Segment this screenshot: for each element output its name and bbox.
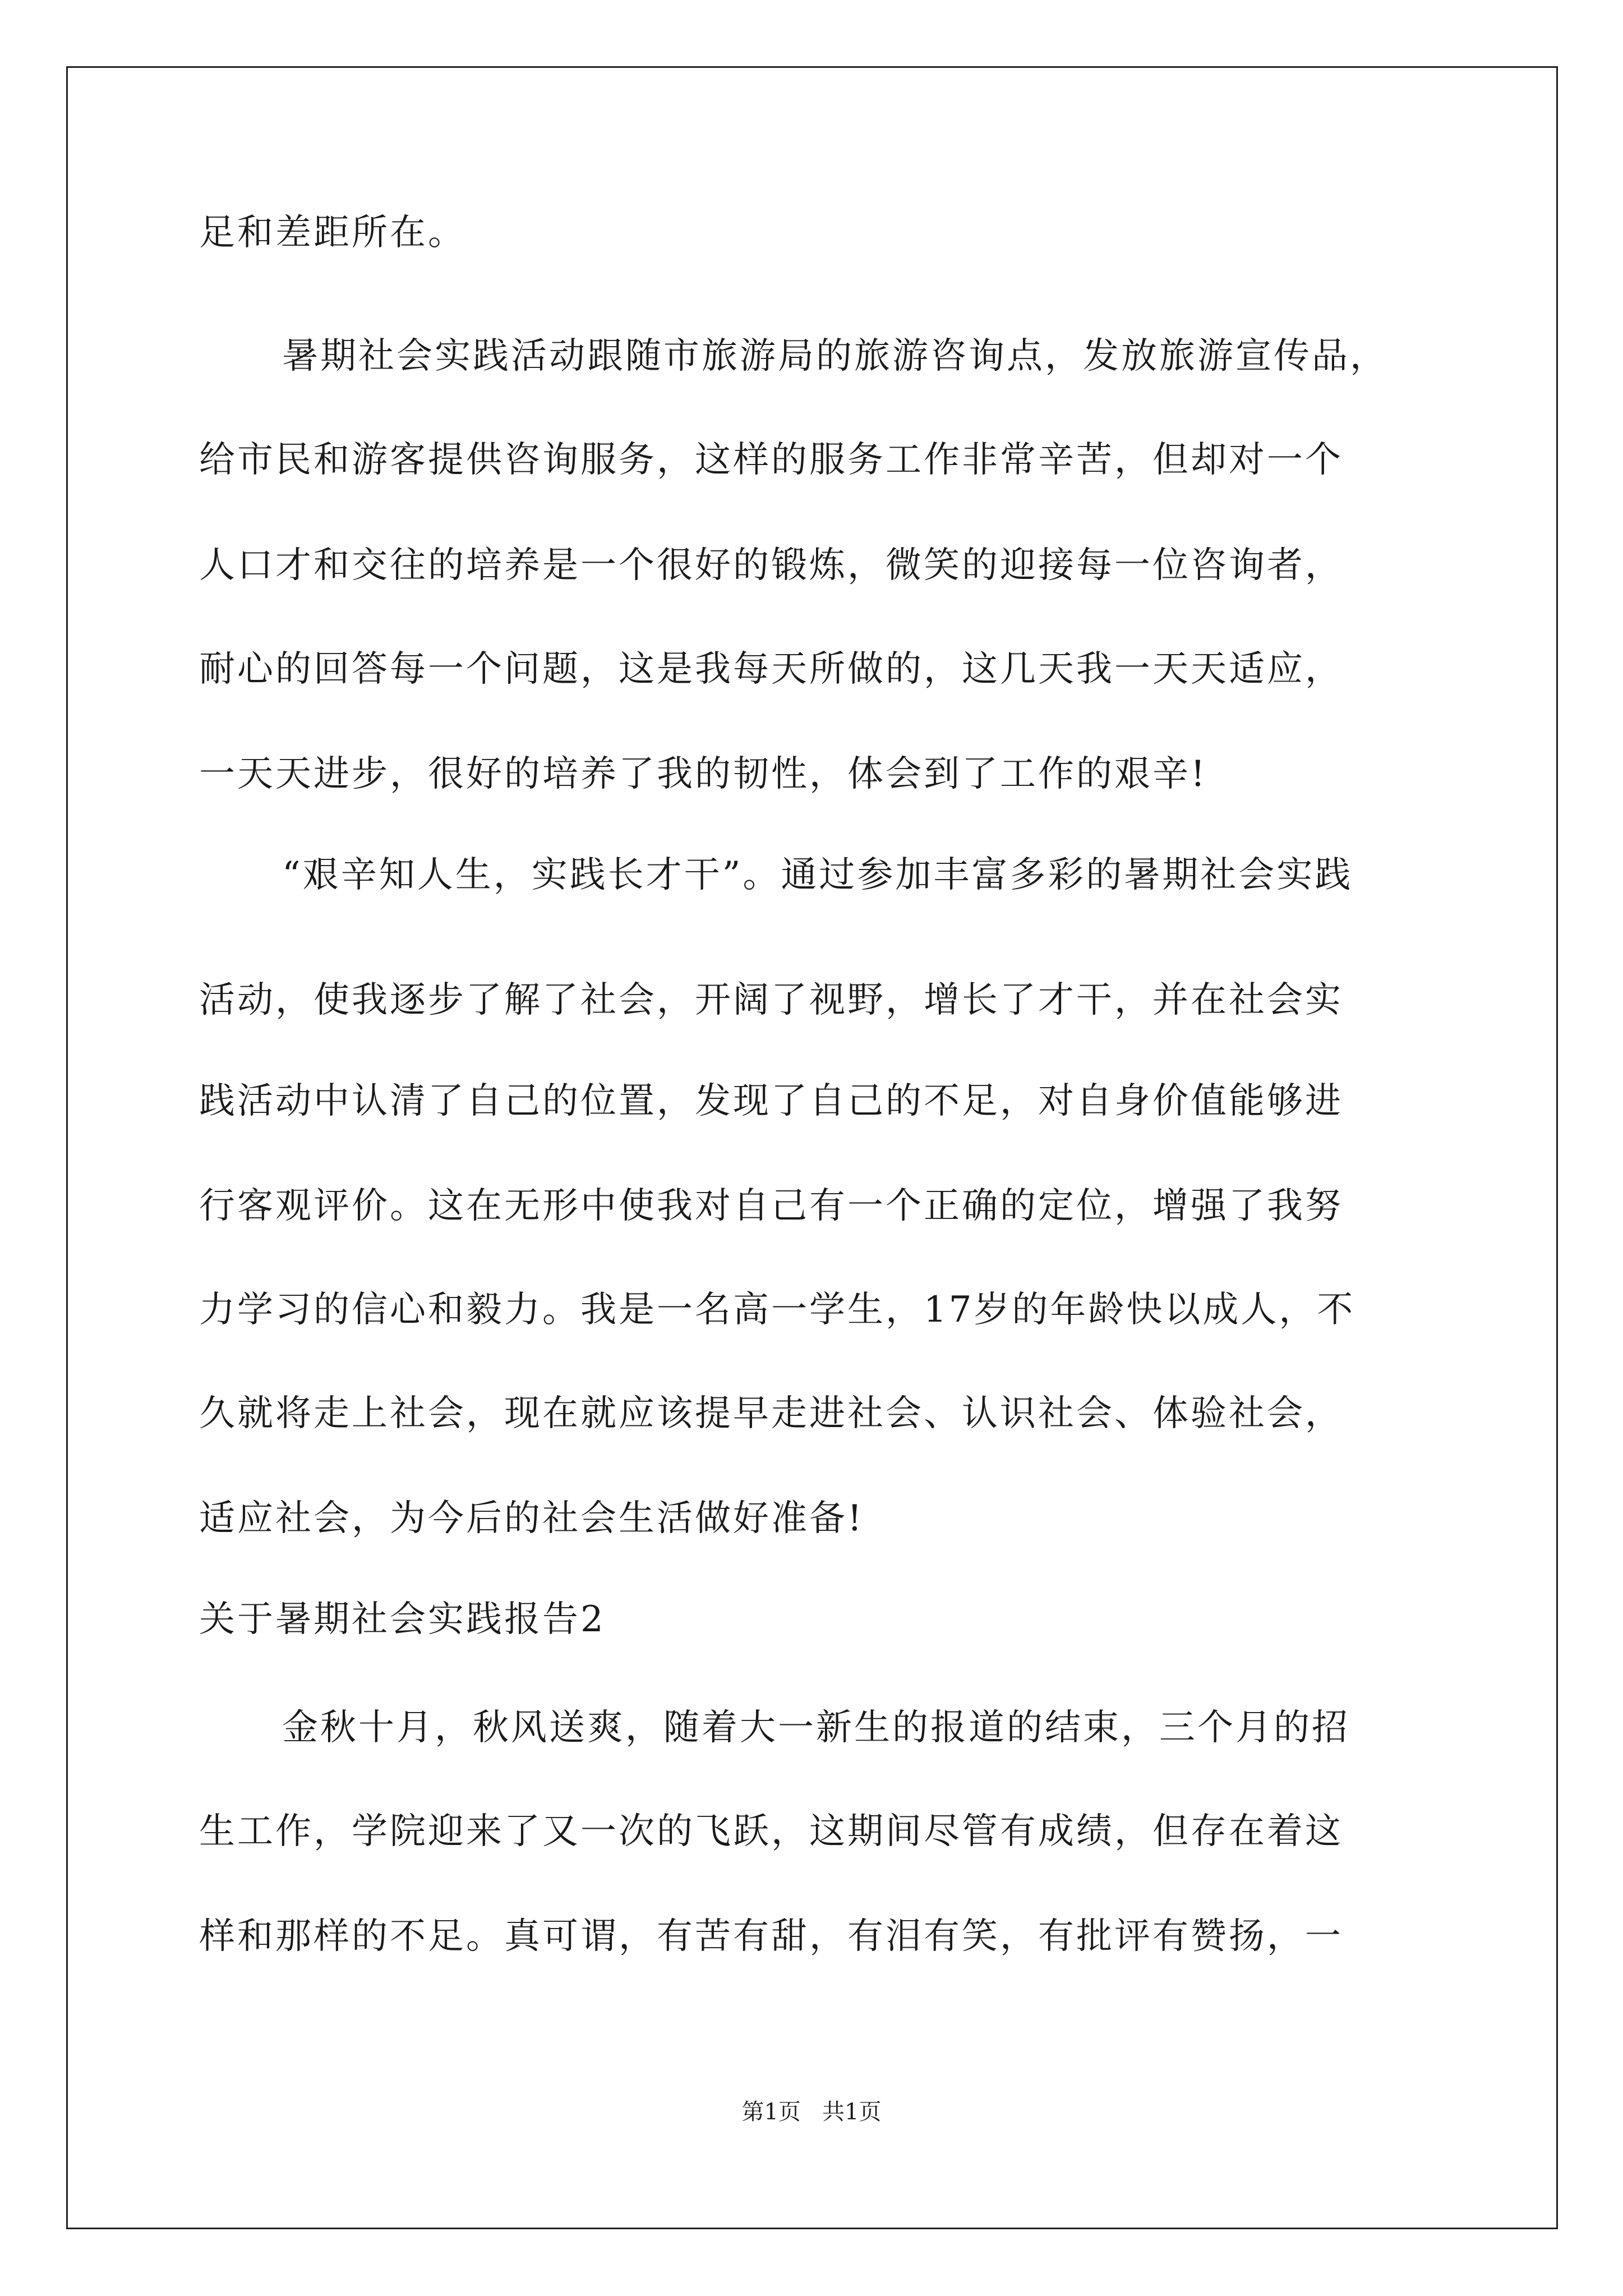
paragraph-line: 人口才和交往的培养是一个很好的锻炼，微笑的迎接每一位咨询者，	[199, 545, 1343, 586]
paragraph-line: 适应社会，为今后的社会生活做好准备!	[199, 1498, 864, 1539]
paragraph-line: 给市民和游客提供咨询服务，这样的服务工作非常辛苦，但却对一个	[199, 439, 1343, 481]
paragraph-line: “艰辛知人生，实践长才干”。通过参加丰富多彩的暑期社会实践	[282, 854, 1353, 896]
paragraph-line: 行客观评价。这在无形中使我对自己有一个正确的定位，增强了我努	[199, 1185, 1343, 1227]
section-heading: 关于暑期社会实践报告2	[199, 1599, 606, 1640]
paragraph-line: 生工作，学院迎来了又一次的飞跃，这期间尽管有成绩，但存在着这	[199, 1811, 1343, 1852]
paragraph-line: 一天天进步，很好的培养了我的韧性，体会到了工作的艰辛!	[199, 753, 1207, 795]
paragraph-line: 金秋十月，秋风送爽，随着大一新生的报道的结束，三个月的招	[282, 1707, 1350, 1749]
paragraph-line: 力学习的信心和毅力。我是一名高一学生，17岁的年龄快以成人，不	[199, 1289, 1355, 1331]
paragraph-line: 活动，使我逐步了解了社会，开阔了视野，增长了才干，并在社会实	[199, 979, 1343, 1021]
page-border	[66, 66, 1558, 2229]
paragraph-line: 样和那样的不足。真可谓，有苦有甜，有泪有笑，有批评有赞扬，一	[199, 1916, 1343, 1957]
paragraph-line: 暑期社会实践活动跟随市旅游局的旅游咨询点，发放旅游宣传品，	[282, 335, 1388, 377]
paragraph-line: 践活动中认清了自己的位置，发现了自己的不足，对自身价值能够进	[199, 1080, 1343, 1122]
paragraph-line: 耐心的回答每一个问题，这是我每天所做的，这几天我一天天适应，	[199, 648, 1343, 690]
page-footer: 第1页 共1页	[741, 2099, 882, 2125]
paragraph-line: 久就将走上社会，现在就应该提早走进社会、认识社会、体验社会，	[199, 1393, 1343, 1434]
paragraph-line: 足和差距所在。	[199, 212, 466, 254]
